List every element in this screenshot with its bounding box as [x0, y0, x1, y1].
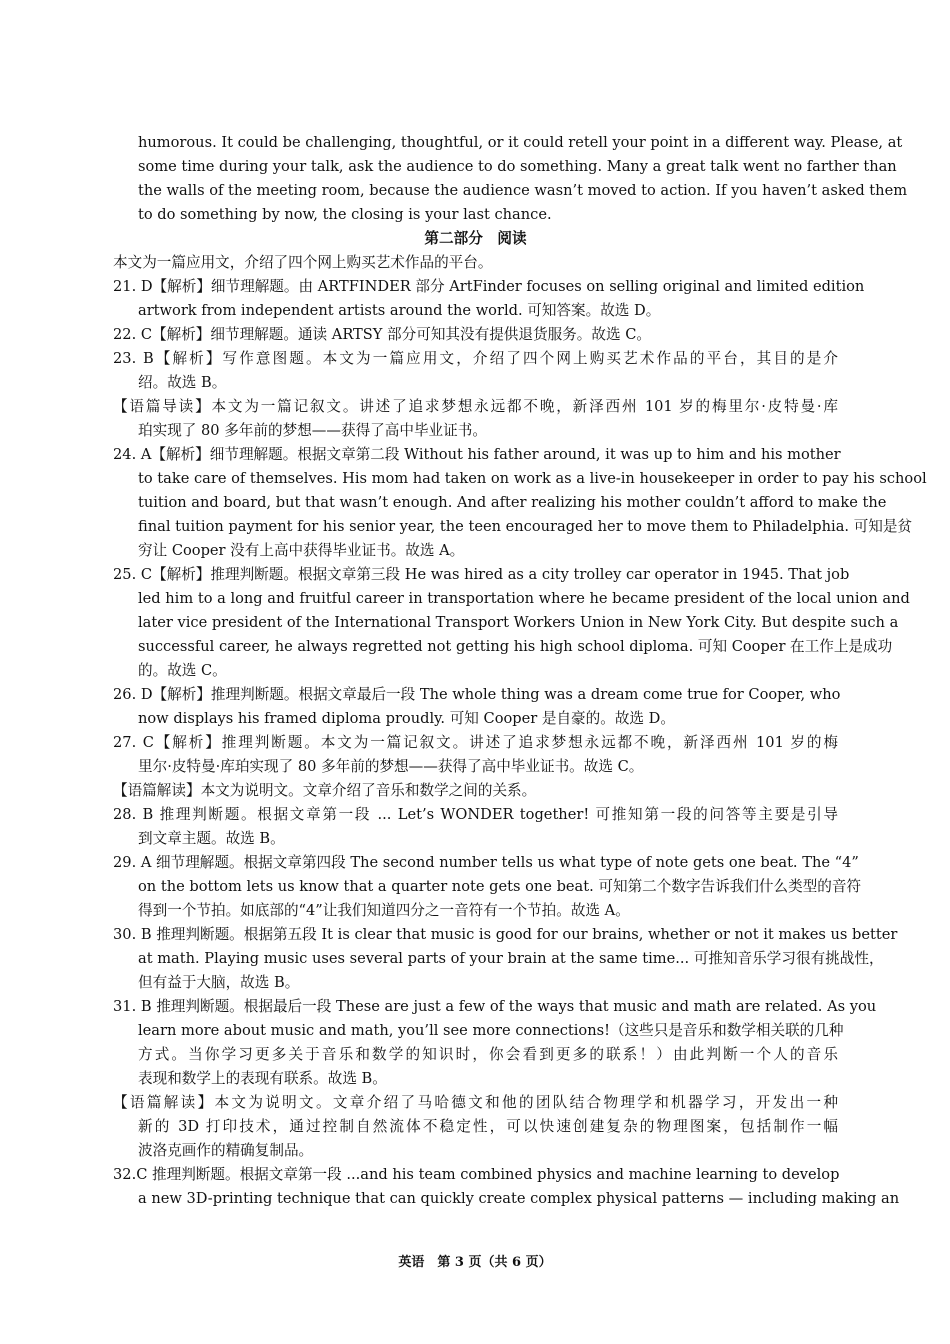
text-line: 21. D【解析】细节理解题。由 ARTFINDER 部分 ArtFinder focuses on selling original and limited edition — [113, 278, 865, 295]
text-line: 穷让 Cooper 没有上高中获得毕业证书。故选 A。 — [138, 542, 465, 559]
text-line: tuition and board, but that wasn’t enough. And after realizing his mother couldn’t afford to make the — [138, 494, 887, 511]
answer-23 — [113, 347, 838, 395]
text-line: 26. D【解析】推理判断题。根据文章最后一段 The whole thing was a dream come true for Cooper, who — [113, 686, 841, 703]
answer-27 — [113, 731, 838, 779]
intro-paragraph — [113, 131, 908, 227]
text-line: 25. C【解析】推理判断题。根据文章第三段 He was hired as a city trolley car operator in 1945. That job — [113, 566, 850, 583]
text-line: 29. A 细节理解题。根据文章第四段 The second number tells us what type of note gets one beat. The “4” — [113, 854, 859, 871]
text-line: 27. C【解析】推理判断题。本文为一篇记叙文。讲述了追求梦想永远都不晚，新泽西州 101 岁的梅 — [113, 734, 838, 751]
text-line: 新的 3D 打印技术，通过控制自然流体不稳定性，可以快速创建复杂的物理图案，包括制作一幅 — [138, 1118, 838, 1135]
answer-30 — [113, 923, 898, 995]
text-line: 得到一个节拍。如底部的“4”让我们知道四分之一音符有一个节拍。故选 A。 — [138, 902, 630, 919]
text-line: 【语篇解读】本文为说明文。文章介绍了马哈德文和他的团队结合物理学和机器学习，开发出一种 — [113, 1094, 838, 1111]
text-line: 本文为一篇应用文，介绍了四个网上购买艺术作品的平台。 — [113, 254, 493, 271]
answer-26 — [113, 683, 841, 731]
text-line: 波洛克画作的精确复制品。 — [138, 1142, 314, 1159]
text-line: final tuition payment for his senior year, the teen encouraged her to move them to Philadelphia. 可知是贫 — [138, 518, 913, 535]
text-line: 绍。故选 B。 — [138, 374, 227, 391]
answer-24 — [113, 443, 927, 563]
answer-25 — [113, 563, 910, 683]
text-line: learn more about music and math, you’ll see more connections!（这些只是音乐和数学相关联的几种 — [138, 1022, 844, 1039]
passage-b-intro — [113, 395, 838, 443]
text-line: to do something by now, the closing is your last chance. — [138, 206, 552, 223]
text-line: 珀实现了 80 多年前的梦想——获得了高中毕业证书。 — [138, 422, 487, 439]
answer-21 — [113, 275, 865, 323]
text-line: 【语篇导读】本文为一篇记叙文。讲述了追求梦想永远都不晚，新泽西州 101 岁的梅里尔·皮特曼·库 — [113, 398, 838, 415]
text-line: 方式。当你学习更多关于音乐和数学的知识时，你会看到更多的联系！）由此判断一个人的音乐 — [138, 1046, 838, 1063]
text-line: 31. B 推理判断题。根据最后一段 These are just a few of the ways that music and math are related. As you — [113, 998, 877, 1015]
text-line: 的。故选 C。 — [138, 662, 227, 679]
text-line: 到文章主题。故选 B。 — [138, 830, 285, 847]
text-line: 22. C【解析】细节理解题。通读 ARTSY 部分可知其没有提供退货服务。故选 C。 — [113, 326, 651, 343]
text-line: 23. B【解析】写作意图题。本文为一篇应用文，介绍了四个网上购买艺术作品的平台，其目的是介 — [113, 350, 838, 367]
text-line: led him to a long and fruitful career in transportation where he became president of the local union and — [138, 590, 910, 607]
passage-a-intro — [113, 251, 838, 275]
text-line: humorous. It could be challenging, thoughtful, or it could retell your point in a different way. Please, at — [138, 134, 903, 151]
text-line: now displays his framed diploma proudly. 可知 Cooper 是自豪的。故选 D。 — [138, 710, 675, 727]
text-line: 32.C 推理判断题。根据文章第一段 ...and his team combined physics and machine learning to develop — [113, 1166, 840, 1183]
text-line: successful career, he always regretted not getting his high school diploma. 可知 Cooper 在工作上是成功 — [138, 638, 893, 655]
answer-22 — [113, 323, 838, 347]
text-line: 24. A【解析】细节理解题。根据文章第二段 Without his father around, it was up to him and his mother — [113, 446, 841, 463]
text-line: artwork from independent artists around the world. 可知答案。故选 D。 — [138, 302, 661, 319]
section-title-wrap — [113, 227, 838, 251]
answer-32 — [113, 1163, 900, 1211]
passage-c-intro — [113, 779, 838, 803]
text-line: on the bottom lets us know that a quarter note gets one beat. 可知第二个数字告诉我们什么类型的音符 — [138, 878, 862, 895]
section-title: 第二部分 阅读 — [424, 230, 527, 247]
text-line: 里尔·皮特曼·库珀实现了 80 多年前的梦想——获得了高中毕业证书。故选 C。 — [138, 758, 644, 775]
text-line: 28. B 推理判断题。根据文章第一段 ... Let’s WONDER together! 可推知第一段的问答等主要是引导 — [113, 806, 838, 823]
text-line: some time during your talk, ask the audience to do something. Many a great talk went no farther than — [138, 158, 897, 175]
text-line: to take care of themselves. His mom had taken on work as a live-in housekeeper in order to pay his school — [138, 470, 927, 487]
text-line: 30. B 推理判断题。根据第五段 It is clear that music is good for our brains, whether or not it makes us better — [113, 926, 898, 943]
answer-28 — [113, 803, 838, 851]
passage-d-intro — [113, 1091, 838, 1163]
page-footer: 英语 第 3 页（共 6 页） — [398, 1255, 552, 1270]
answer-29 — [113, 851, 862, 923]
text-line: the walls of the meeting room, because the audience wasn’t moved to action. If you haven’t asked them — [138, 182, 908, 199]
text-line: later vice president of the International Transport Workers Union in New York City. But despite such a — [138, 614, 899, 631]
answer-31 — [113, 995, 877, 1091]
text-line: 【语篇解读】本文为说明文。文章介绍了音乐和数学之间的关系。 — [113, 782, 537, 799]
text-line: 但有益于大脑，故选 B。 — [138, 974, 300, 991]
text-line: at math. Playing music uses several parts of your brain at the same time... 可推知音乐学习很有挑战性， — [138, 950, 884, 967]
text-line: a new 3D-printing technique that can quickly create complex physical patterns — including making an — [138, 1190, 900, 1207]
text-line: 表现和数学上的表现有联系。故选 B。 — [138, 1070, 387, 1087]
